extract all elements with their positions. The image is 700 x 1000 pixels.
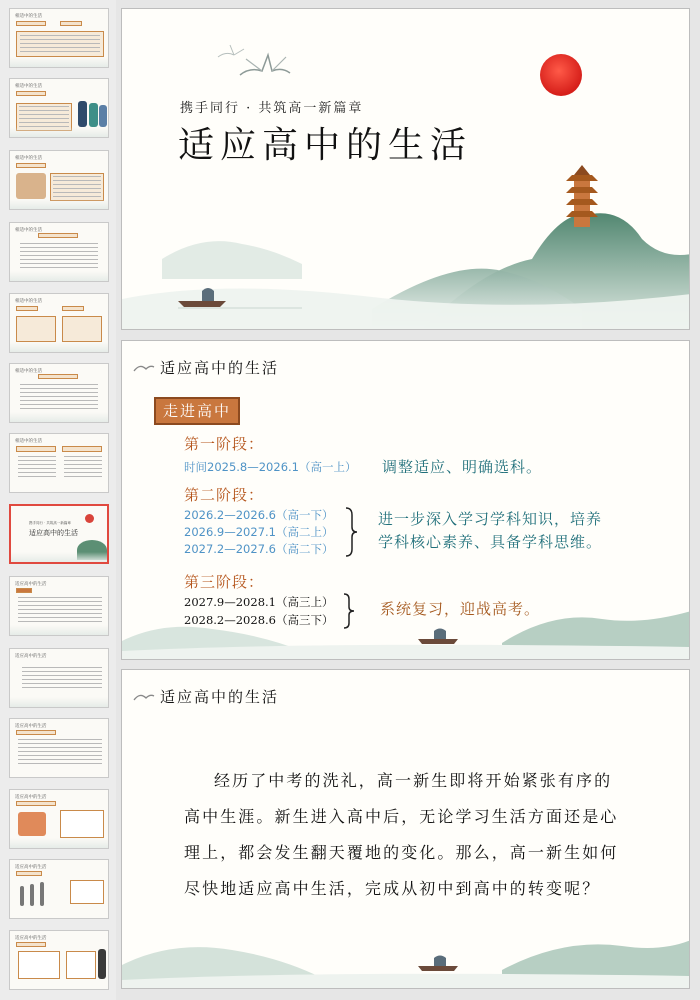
slide-header: 适应高中的生活 [160, 359, 280, 377]
thumbnail-badge [62, 446, 102, 452]
stage-1-date: 时间2025.8—2026.1（高一上） [184, 460, 357, 474]
thumbnail-figure [78, 101, 87, 127]
thumbnail-mist [10, 199, 108, 209]
paragraph-line: 尽快地适应高中生活，完成从初中到高中的转变呢？ [184, 879, 601, 898]
slide-thumbnail-6[interactable] [9, 363, 109, 423]
thumbnail-mist [10, 271, 108, 281]
thumbnail-textbox [18, 951, 60, 979]
slide-thumbnail-11[interactable] [9, 718, 109, 778]
stage-3-heading: 第三阶段： [184, 573, 265, 591]
thumbnail-badge [16, 446, 56, 452]
thumbnail-badge [16, 730, 56, 735]
thumbnail-textbox [16, 316, 56, 342]
slide-thumbnail-5[interactable] [9, 293, 109, 353]
thumbnail-figure [99, 105, 107, 127]
thumbnail-badge [16, 871, 42, 876]
thumbnail-text [64, 456, 102, 480]
thumbnail-badge [16, 588, 32, 593]
thumbnail-title: 相适中的生活 [15, 14, 42, 19]
thumbnail-mist [10, 57, 108, 67]
slide-introduction [121, 669, 690, 989]
thumbnail-text [20, 384, 98, 412]
slide-thumbnail-9[interactable] [9, 576, 109, 636]
stage-1-description: 调整适应、明确选科。 [382, 458, 543, 476]
slide-thumbnail-3[interactable] [9, 150, 109, 210]
landscape-illustration [122, 910, 690, 989]
landscape-illustration [122, 9, 690, 330]
thumbnail-title: 适应高中的生活 [15, 865, 47, 870]
thumbnail-badge [60, 21, 82, 26]
thumbnail-title: 相适中的生活 [15, 228, 42, 233]
intro-badge: 走进高中 [154, 397, 240, 425]
thumbnail-title: 适应高中的生活 [29, 529, 78, 537]
thumbnail-textbox [60, 810, 104, 838]
thumbnail-badge [38, 233, 78, 238]
thumbnail-title: 适应高中的生活 [15, 582, 47, 587]
slide-thumbnail-2[interactable] [9, 78, 109, 138]
thumbnail-text [53, 176, 101, 198]
thumbnail-photo [16, 173, 46, 199]
thumbnail-badge [38, 374, 78, 379]
slide-thumbnail-1[interactable] [9, 8, 109, 68]
landscape-illustration [122, 581, 690, 660]
thumbnail-mist [10, 412, 108, 422]
thumbnail-textbox [66, 951, 96, 979]
boat-icon [418, 956, 458, 972]
thumbnail-text [20, 243, 98, 271]
brace-icon [344, 507, 358, 557]
slide-header: 适应高中的生活 [160, 688, 280, 706]
thumbnail-mist [10, 625, 108, 635]
thumbnail-textbox [62, 316, 102, 342]
slide-thumbnail-7[interactable] [9, 433, 109, 493]
stage-2-date: 2026.2—2026.6（高一下） [184, 508, 334, 522]
paragraph-line: 高中生涯。新生进入高中后，无论学习生活方面还是心 [184, 807, 619, 826]
slide-thumbnail-panel [0, 0, 116, 1000]
thumbnail-badge [16, 942, 46, 947]
thumbnail-figure [40, 882, 44, 906]
thumbnail-text [19, 106, 69, 128]
thumbnail-title: 适应高中的生活 [15, 936, 47, 941]
thumbnail-badge [16, 91, 46, 96]
thumbnail-badge [62, 306, 84, 311]
thumbnail-title: 相适中的生活 [15, 84, 42, 89]
thumbnail-figure [98, 949, 106, 979]
thumbnail-title: 适应高中的生活 [15, 795, 47, 800]
boat-icon [418, 629, 458, 645]
thumbnail-title: 适应高中的生活 [15, 724, 47, 729]
stage-2-date: 2026.9—2027.1（高二上） [184, 525, 334, 539]
stage-3-date: 2027.9—2028.1（高三上） [184, 595, 334, 609]
slide-thumbnail-14[interactable] [9, 930, 109, 990]
thumbnail-title: 相适中的生活 [15, 156, 42, 161]
thumbnail-figure [20, 886, 24, 906]
paragraph-line: 理上，都会发生翻天覆地的变化。那么，高一新生如何 [184, 843, 619, 862]
stage-2-description: 学科核心素养、具备学科思维。 [378, 533, 603, 551]
bird-icon [132, 361, 156, 375]
stage-3-date: 2028.2—2028.6（高三下） [184, 613, 334, 627]
thumbnail-text [20, 35, 100, 53]
thumbnail-figure [30, 884, 34, 906]
thumbnail-mist [10, 127, 108, 137]
thumbnail-mist [11, 552, 107, 562]
slide-thumbnail-12[interactable] [9, 789, 109, 849]
slide-thumbnail-8[interactable] [9, 504, 109, 564]
stage-2-heading: 第二阶段： [184, 486, 265, 504]
thumbnail-textbox [70, 880, 104, 904]
thumbnail-badge [16, 801, 56, 806]
thumbnail-badge [16, 306, 38, 311]
thumbnail-text [22, 667, 102, 691]
stage-1-heading: 第一阶段： [184, 435, 265, 453]
thumbnail-mist [10, 342, 108, 352]
stage-2-description: 进一步深入学习学科知识，培养 [378, 510, 603, 528]
thumbnail-text [18, 456, 56, 480]
stage-3-description: 系统复习，迎战高考。 [380, 600, 541, 618]
thumbnail-badge [16, 21, 46, 26]
thumbnail-mist [10, 697, 108, 707]
slide-thumbnail-10[interactable] [9, 648, 109, 708]
slide-title [121, 8, 690, 330]
slide-title-text: 适应高中的生活 [178, 125, 473, 166]
sun-icon [85, 514, 94, 523]
thumbnail-mist [10, 838, 108, 848]
thumbnail-figure [89, 103, 98, 127]
thumbnail-subtitle: 携手同行 · 共筑高一新篇章 [29, 521, 71, 525]
slide-stages [121, 340, 690, 660]
bird-icon [132, 690, 156, 704]
thumbnail-text [18, 739, 102, 767]
stage-2-date: 2027.2—2027.6（高二下） [184, 542, 334, 556]
thumbnail-text [18, 597, 102, 623]
thumbnail-title: 适应高中的生活 [15, 654, 47, 659]
slide-thumbnail-4[interactable] [9, 222, 109, 282]
paragraph-line: 经历了中考的洗礼，高一新生即将开始紧张有序的 [214, 771, 613, 790]
thumbnail-photo [18, 812, 46, 836]
slide-thumbnail-13[interactable] [9, 859, 109, 919]
slide-subtitle: 携手同行 · 共筑高一新篇章 [180, 101, 364, 116]
thumbnail-title: 相适中的生活 [15, 299, 42, 304]
thumbnail-badge [16, 163, 46, 168]
thumbnail-title: 相适中的生活 [15, 439, 42, 444]
thumbnail-title: 相适中的生活 [15, 369, 42, 374]
